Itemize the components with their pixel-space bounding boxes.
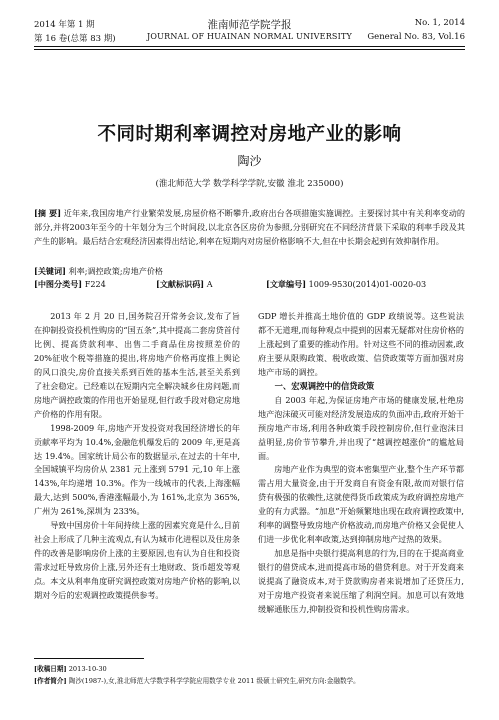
body-paragraph: 房地产业作为典型的资本密集型产业,整个生产环节都需占用大量资金,由于开发商自有资金有限,故而对银行信贷有极强的依赖性,这就使得货币政策成为政府调控房地产业的有力武器。“加息”开始频繁地出现在政府调控政策中,利率的调整导致房地产价格波动,而房地产价格又会促使人们进一步优化利率政策,达到抑制房地产过热的效果。 bbox=[258, 464, 464, 545]
clc-number: [中图分类号] F224 bbox=[34, 279, 106, 289]
section-heading: 一、宏观调控中的信贷政策 bbox=[274, 380, 375, 391]
body-paragraph: 导致中国房价十年间持续上涨的因素究竟是什么,目前社会上形成了几种主流观点,有认为城市化进程以及住房条件的改善是影响房价上涨的主要原因,也有认为自住和投资需求过旺导致房价上涨,另外还有土地财政、货币超发等观点。本文从利率角度研究调控政策对房地产价格的影响,以期对今后的宏观调控政策提供参考。 bbox=[34, 520, 240, 601]
keywords-label: [关键词] bbox=[34, 266, 66, 276]
keywords-text: 利率;调控政策;房地产价格 bbox=[68, 266, 164, 276]
body-column-left bbox=[34, 310, 240, 603]
journal-title-en: JOURNAL OF HUAINAN NORMAL UNIVERSITY bbox=[147, 32, 352, 41]
article-title: 不同时期利率调控对房地产业的影响 bbox=[97, 124, 402, 145]
article-number: [文章编号] 1009-9530(2014)01-0020-03 bbox=[266, 279, 427, 289]
issue-en: No. 1, 2014 bbox=[414, 18, 465, 28]
issue-cn: 2014 年第 1 期 bbox=[34, 20, 95, 30]
body-column-right bbox=[258, 310, 464, 617]
footnote-received: [收稿日期] 2013-10-30 bbox=[34, 665, 107, 673]
body-paragraph: 自 2003 年起,为保证房地产市场的健康发展,杜绝房地产泡沫破灭可能对经济发展造成的负面冲击,政府开始干预房地产市场,利用各种政策手段控制房价,但行业泡沫日益明显,房价节节攀升,并出现了“越调控越涨价”的尴尬局面。 bbox=[258, 394, 464, 461]
journal-title-cn: 淮南师范学院学报 bbox=[207, 19, 292, 31]
footnote-rule bbox=[34, 658, 144, 659]
body-paragraph: 加息是指中央银行提高利息的行为,目的在于提高商业银行的借贷成本,进而提高市场的借贷利息。对于开发商来说提高了融资成本,对于贷款购房者来说增加了还贷压力,对于房地产投资者来说压缩了利润空间。加息可以有效地缓解通胀压力,抑制投资和投机性购房需求。 bbox=[258, 548, 464, 615]
abstract-text: 近年来,我国房地产行业繁荣发展,房屋价格不断攀升,政府出台各项措施实施调控。主要探讨其中有关利率变动的部分,并将2003年至今的十年划分为三个时间段,以北京各区房价为参照,分别研究在不同经济背景下采取的利率手段及其产生的影响。最后结合宏观经济因素得出结论,利率在短期内对房屋价格影响不大,但在中长期会起到有效抑制作用。 bbox=[34, 208, 466, 247]
body-paragraph: 2013 年 2 月 20 日,国务院召开常务会议,发布了旨在抑制投资投机性购房的“国五条”,其中提高二套房贷首付比例、提高贷款利率、出售二手商品住房按照差价的 20%征收个税等措施的提出,将房地产价格再度推上舆论的风口浪尖,房价直接关系到百姓的基本生活,甚至关系到了社会稳定。已经难以在短期内完全解决城乡住房问题,而房地产调控政策的作用也开始显现,但行政手段对稳定房地产价格的作用有限。 bbox=[34, 311, 240, 419]
classification-line bbox=[34, 279, 465, 290]
article-author: 陶沙 bbox=[237, 154, 262, 168]
keywords bbox=[34, 266, 465, 277]
author-affiliation: (淮北师范大学 数学科学学院,安徽 淮北 235000) bbox=[155, 179, 344, 189]
body-paragraph: GDP 增长并推高土地价值的 GDP 政绩说等。这些说法都不无道理,而每种观点中提到的因素无疑都对住房价格的上涨起到了重要的推动作用。针对这些不同的推动因素,政府主要从限购政策、税收政策、信贷政策等方面加强对房地产市场的调控。 bbox=[258, 311, 464, 377]
header-rule-thick bbox=[34, 46, 465, 47]
footnote-author-bio: [作者简介] 陶沙(1987-),女,淮北师范大学数学科学学院应用数学专业 2011 级硕士研究生,研究方向:金融数学。 bbox=[34, 677, 360, 685]
header-rule-thin bbox=[34, 49, 465, 50]
volume-cn: 第 16 卷(总第 83 期) bbox=[34, 34, 116, 44]
document-code: [文献标识码] A bbox=[156, 279, 213, 289]
volume-en: General No. 83, Vol.16 bbox=[367, 32, 465, 42]
body-paragraph: 1998-2009 年,房地产开发投资对我国经济增长的年贡献率平均为 10.4%,金融危机爆发后的 2009 年,更是高达 19.4%。国家统计局公布的数据显示,在过去的十年中,全国城镇平均房价从 2381 元上涨到 5791 元,10 年上涨 143%,年均递增 10.3%。作为一线城市的代表,上海涨幅最大,达到 500%,香港涨幅最小,为 161%,北京为 365%,广州为 261%,深圳为 233%。 bbox=[34, 422, 240, 517]
abstract-label: [摘 要] bbox=[34, 208, 62, 218]
abstract bbox=[34, 206, 465, 249]
